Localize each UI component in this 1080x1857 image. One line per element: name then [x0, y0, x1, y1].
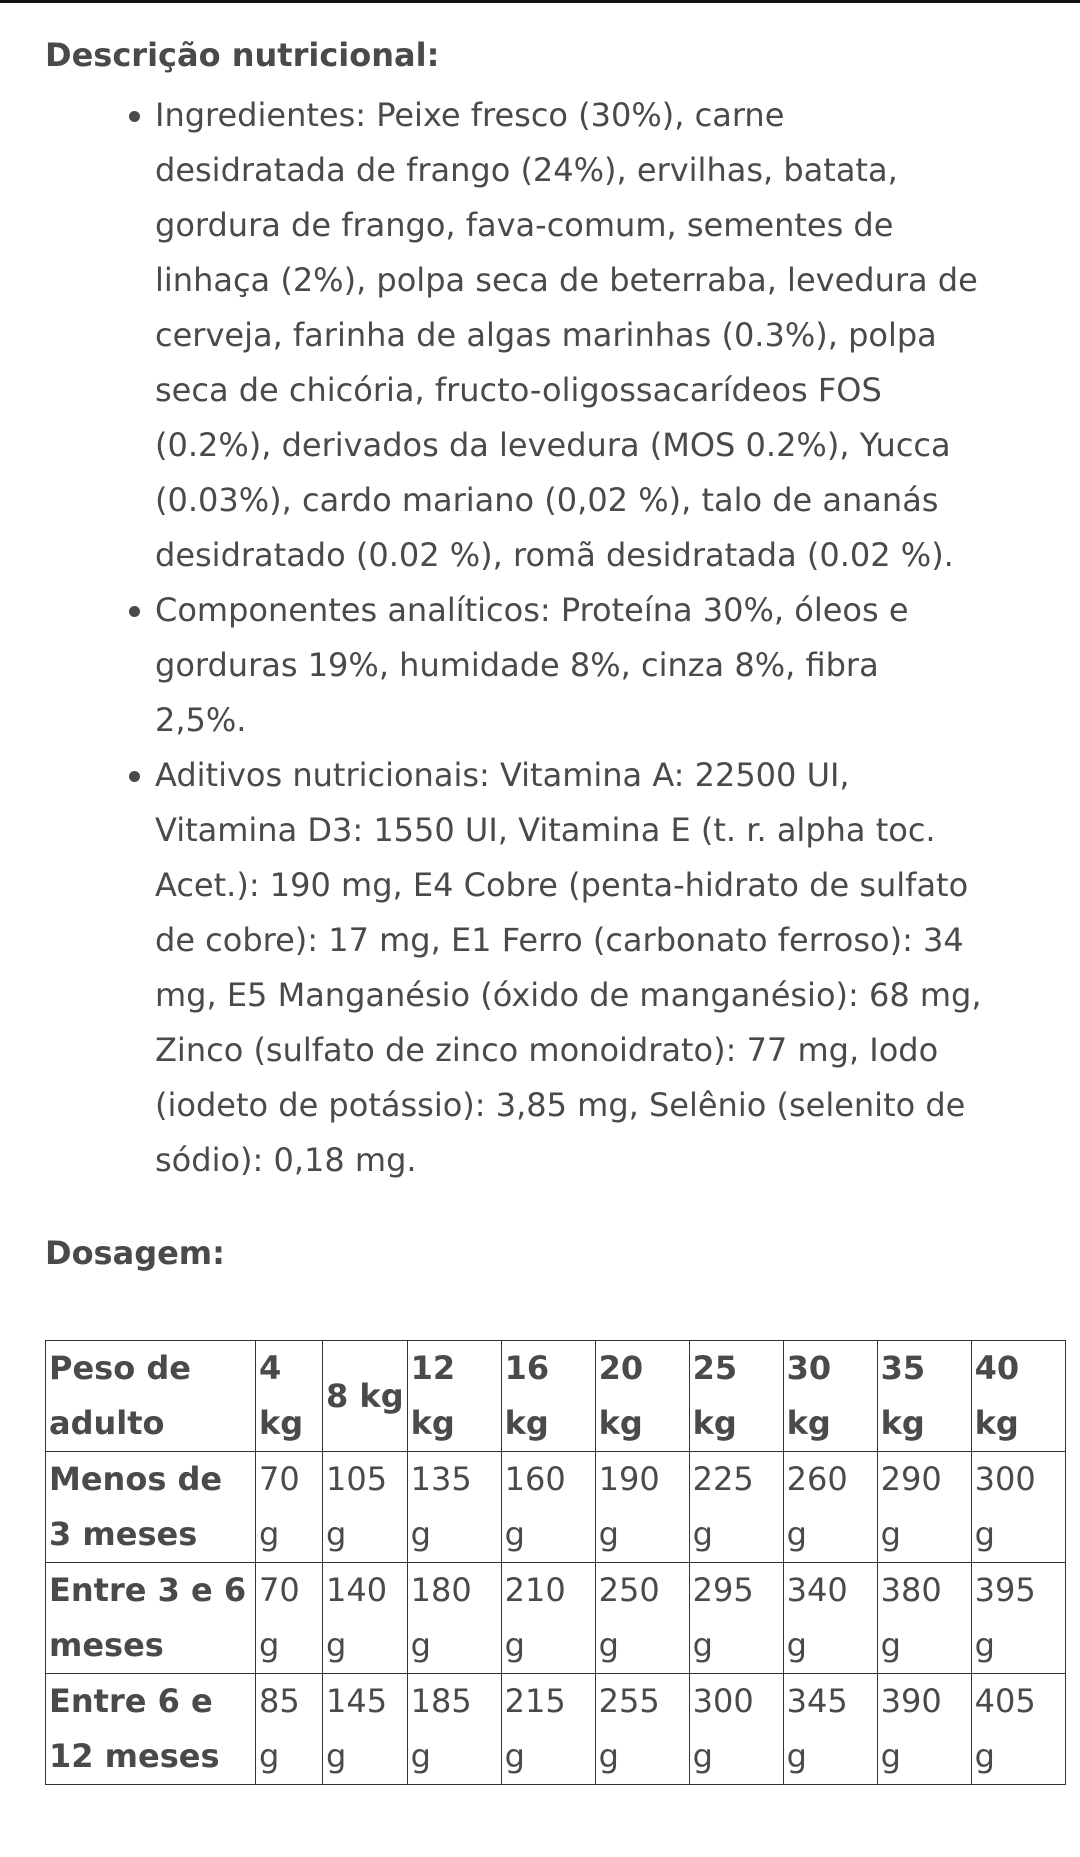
nutrition-item-line: desidratado (0.02 %), romã desidratada (0.02 %).: [155, 536, 954, 574]
nutrition-item-line: 2,5%.: [155, 701, 247, 739]
nutrition-item-line: Componentes analíticos: Proteína 30%, óleos e: [155, 591, 909, 629]
dose-value-cell-text: g: [410, 1626, 431, 1664]
table-row: [46, 1452, 1066, 1563]
weight-header-cell-text: kg: [598, 1404, 643, 1442]
dose-value-cell: [877, 1452, 971, 1563]
dose-value-cell-text: g: [692, 1737, 713, 1775]
weight-header-cell: [689, 1341, 783, 1452]
dose-value-cell-text: g: [410, 1737, 431, 1775]
top-divider: [0, 0, 1080, 3]
dose-value-cell-text: 70: [259, 1460, 300, 1498]
dose-value-cell-text: g: [504, 1737, 525, 1775]
weight-header-cell-text: 30: [786, 1349, 832, 1387]
dose-value-cell-text: 395: [974, 1571, 1036, 1609]
dose-value-cell-text: g: [880, 1515, 901, 1553]
dose-value-cell-text: g: [598, 1515, 619, 1553]
bullet-icon: [129, 111, 140, 122]
dose-value-cell: [877, 1674, 971, 1785]
dose-value-cell-text: 405: [974, 1682, 1036, 1720]
dose-value-cell-text: g: [598, 1626, 619, 1664]
dose-value-cell-text: 85: [259, 1682, 300, 1720]
nutrition-item-line: desidratada de frango (24%), ervilhas, batata,: [155, 151, 898, 189]
nutrition-heading: Descrição nutricional:: [45, 36, 440, 74]
dose-value-cell-text: 260: [786, 1460, 848, 1498]
dose-value-cell: [407, 1563, 501, 1674]
nutrition-item-line: Zinco (sulfato de zinco monoidrato): 77 mg, Iodo: [155, 1031, 939, 1069]
weight-header-cell-text: kg: [692, 1404, 737, 1442]
nutrition-item-line: linhaça (2%), polpa seca de beterraba, levedura de: [155, 261, 978, 299]
dose-value-cell-text: 145: [326, 1682, 388, 1720]
dose-value-cell: [501, 1563, 595, 1674]
dose-value-cell-text: 390: [880, 1682, 942, 1720]
dose-value-cell: [689, 1563, 783, 1674]
bullet-icon: [129, 771, 140, 782]
weight-header-cell-text: 20: [598, 1349, 644, 1387]
dose-value-cell-text: 180: [410, 1571, 472, 1609]
nutrition-item-line: Aditivos nutricionais: Vitamina A: 22500 UI,: [155, 756, 850, 794]
nutrition-item-line: (0.2%), derivados da levedura (MOS 0.2%), Yucca: [155, 426, 951, 464]
dose-value-cell-text: 135: [410, 1460, 472, 1498]
dose-value-cell-text: 210: [504, 1571, 566, 1609]
dose-value-cell-text: g: [326, 1515, 347, 1553]
dose-value-cell-text: 345: [786, 1682, 848, 1720]
age-label-cell-text: Menos de: [49, 1460, 223, 1498]
age-label-cell-text: meses: [49, 1626, 164, 1664]
nutrition-item-line: mg, E5 Manganésio (óxido de manganésio): 68 mg,: [155, 976, 982, 1014]
weight-header-cell-text: kg: [880, 1404, 925, 1442]
dose-value-cell: [501, 1674, 595, 1785]
dose-value-cell-text: g: [410, 1515, 431, 1553]
bullet-icon: [129, 606, 140, 617]
weight-header-cell-text: 8 kg: [326, 1376, 404, 1415]
dose-value-cell-text: 255: [598, 1682, 660, 1720]
dose-value-cell: [256, 1452, 323, 1563]
nutrition-item: [155, 88, 1045, 583]
weight-header-cell: [595, 1341, 689, 1452]
dose-value-cell: [595, 1452, 689, 1563]
weight-header-cell-text: 4: [259, 1349, 282, 1387]
nutrition-item-line: (0.03%), cardo mariano (0,02 %), talo de ananás: [155, 481, 939, 519]
dosage-table: [45, 1340, 1066, 1785]
dose-value-cell-text: g: [880, 1737, 901, 1775]
dosage-heading: Dosagem:: [45, 1234, 225, 1272]
nutrition-item-line: Ingredientes: Peixe fresco (30%), carne: [155, 96, 785, 134]
age-label-cell: [46, 1452, 256, 1563]
dose-value-cell-text: 290: [880, 1460, 942, 1498]
dose-value-cell: [783, 1452, 877, 1563]
dose-value-cell: [595, 1674, 689, 1785]
weight-header-cell: [407, 1341, 501, 1452]
dose-value-cell: [323, 1674, 408, 1785]
nutrition-item-line: gorduras 19%, humidade 8%, cinza 8%, fibra: [155, 646, 879, 684]
weight-header-cell: [877, 1341, 971, 1452]
header-label-cell-text: Peso de: [49, 1349, 191, 1387]
dose-value-cell: [323, 1452, 408, 1563]
weight-header-cell: [323, 1341, 408, 1452]
weight-header-cell: [256, 1341, 323, 1452]
dose-value-cell-text: g: [259, 1626, 280, 1664]
dose-value-cell: [595, 1563, 689, 1674]
dose-value-cell-text: 300: [692, 1682, 754, 1720]
weight-header-cell-text: 40: [974, 1349, 1020, 1387]
weight-header-cell: [501, 1341, 595, 1452]
table-row: [46, 1674, 1066, 1785]
dose-value-cell: [877, 1563, 971, 1674]
nutrition-item-line: sódio): 0,18 mg.: [155, 1141, 417, 1179]
age-label-cell: [46, 1563, 256, 1674]
weight-header-cell-text: kg: [786, 1404, 831, 1442]
dose-value-cell-text: g: [692, 1515, 713, 1553]
weight-header-cell-text: kg: [410, 1404, 455, 1442]
dose-value-cell-text: 300: [974, 1460, 1036, 1498]
nutrition-item-line: gordura de frango, fava-comum, sementes de: [155, 206, 894, 244]
table-header-row: [46, 1341, 1066, 1452]
dose-value-cell: [407, 1452, 501, 1563]
dose-value-cell-text: 250: [598, 1571, 660, 1609]
nutrition-item: [155, 748, 1045, 1188]
age-label-cell-text: 12 meses: [49, 1737, 220, 1775]
dose-value-cell-text: 70: [259, 1571, 300, 1609]
nutrition-item-line: de cobre): 17 mg, E1 Ferro (carbonato ferroso): 34: [155, 921, 964, 959]
dose-value-cell-text: g: [598, 1737, 619, 1775]
dose-value-cell-text: 380: [880, 1571, 942, 1609]
dose-value-cell-text: 105: [326, 1460, 388, 1498]
dose-value-cell-text: 160: [504, 1460, 566, 1498]
weight-header-cell: [971, 1341, 1065, 1452]
dose-value-cell: [971, 1563, 1065, 1674]
dose-value-cell: [783, 1563, 877, 1674]
dose-value-cell: [407, 1674, 501, 1785]
weight-header-cell-text: 12: [410, 1349, 456, 1387]
dose-value-cell: [971, 1674, 1065, 1785]
dose-value-cell: [256, 1674, 323, 1785]
dose-value-cell-text: g: [786, 1515, 807, 1553]
header-label-cell-text: adulto: [49, 1404, 165, 1442]
dose-value-cell-text: g: [974, 1737, 995, 1775]
dose-value-cell: [689, 1674, 783, 1785]
weight-header-cell-text: 35: [880, 1349, 926, 1387]
dose-value-cell-text: g: [259, 1737, 280, 1775]
dose-value-cell-text: 295: [692, 1571, 754, 1609]
dose-value-cell-text: g: [504, 1626, 525, 1664]
table-row: [46, 1563, 1066, 1674]
dose-value-cell-text: g: [326, 1737, 347, 1775]
age-label-cell-text: Entre 3 e 6: [49, 1571, 247, 1609]
dose-value-cell: [971, 1452, 1065, 1563]
age-label-cell-text: Entre 6 e: [49, 1682, 213, 1720]
nutrition-item-line: seca de chicória, fructo-oligossacarídeos FOS: [155, 371, 882, 409]
dose-value-cell-text: g: [504, 1515, 525, 1553]
nutrition-item: [155, 583, 1045, 748]
nutrition-list: [0, 88, 1080, 1188]
weight-header-cell-text: kg: [504, 1404, 549, 1442]
weight-header-cell: [783, 1341, 877, 1452]
weight-header-cell-text: kg: [259, 1404, 304, 1442]
age-label-cell-text: 3 meses: [49, 1515, 198, 1553]
nutrition-item-line: Vitamina D3: 1550 UI, Vitamina E (t. r. alpha toc.: [155, 811, 936, 849]
dose-value-cell-text: g: [786, 1626, 807, 1664]
weight-header-cell-text: 25: [692, 1349, 738, 1387]
dose-value-cell-text: 190: [598, 1460, 660, 1498]
dose-value-cell-text: g: [974, 1626, 995, 1664]
nutrition-item-line: (iodeto de potássio): 3,85 mg, Selênio (selenito de: [155, 1086, 966, 1124]
dose-value-cell: [323, 1563, 408, 1674]
dose-value-cell: [783, 1674, 877, 1785]
dose-value-cell-text: 225: [692, 1460, 754, 1498]
header-label-cell: [46, 1341, 256, 1452]
dose-value-cell-text: g: [786, 1737, 807, 1775]
dose-value-cell: [256, 1563, 323, 1674]
dose-value-cell-text: g: [880, 1626, 901, 1664]
dose-value-cell-text: 140: [326, 1571, 388, 1609]
dose-value-cell-text: g: [692, 1626, 713, 1664]
nutrition-item-line: Acet.): 190 mg, E4 Cobre (penta-hidrato de sulfato: [155, 866, 969, 904]
dose-value-cell-text: 340: [786, 1571, 848, 1609]
dose-value-cell-text: g: [326, 1626, 347, 1664]
dose-value-cell-text: 215: [504, 1682, 566, 1720]
dose-value-cell-text: g: [974, 1515, 995, 1553]
dose-value-cell: [689, 1452, 783, 1563]
dose-value-cell-text: 185: [410, 1682, 472, 1720]
nutrition-item-line: cerveja, farinha de algas marinhas (0.3%), polpa: [155, 316, 937, 354]
dose-value-cell-text: g: [259, 1515, 280, 1553]
age-label-cell: [46, 1674, 256, 1785]
dose-value-cell: [501, 1452, 595, 1563]
weight-header-cell-text: 16: [504, 1349, 550, 1387]
weight-header-cell-text: kg: [974, 1404, 1019, 1442]
